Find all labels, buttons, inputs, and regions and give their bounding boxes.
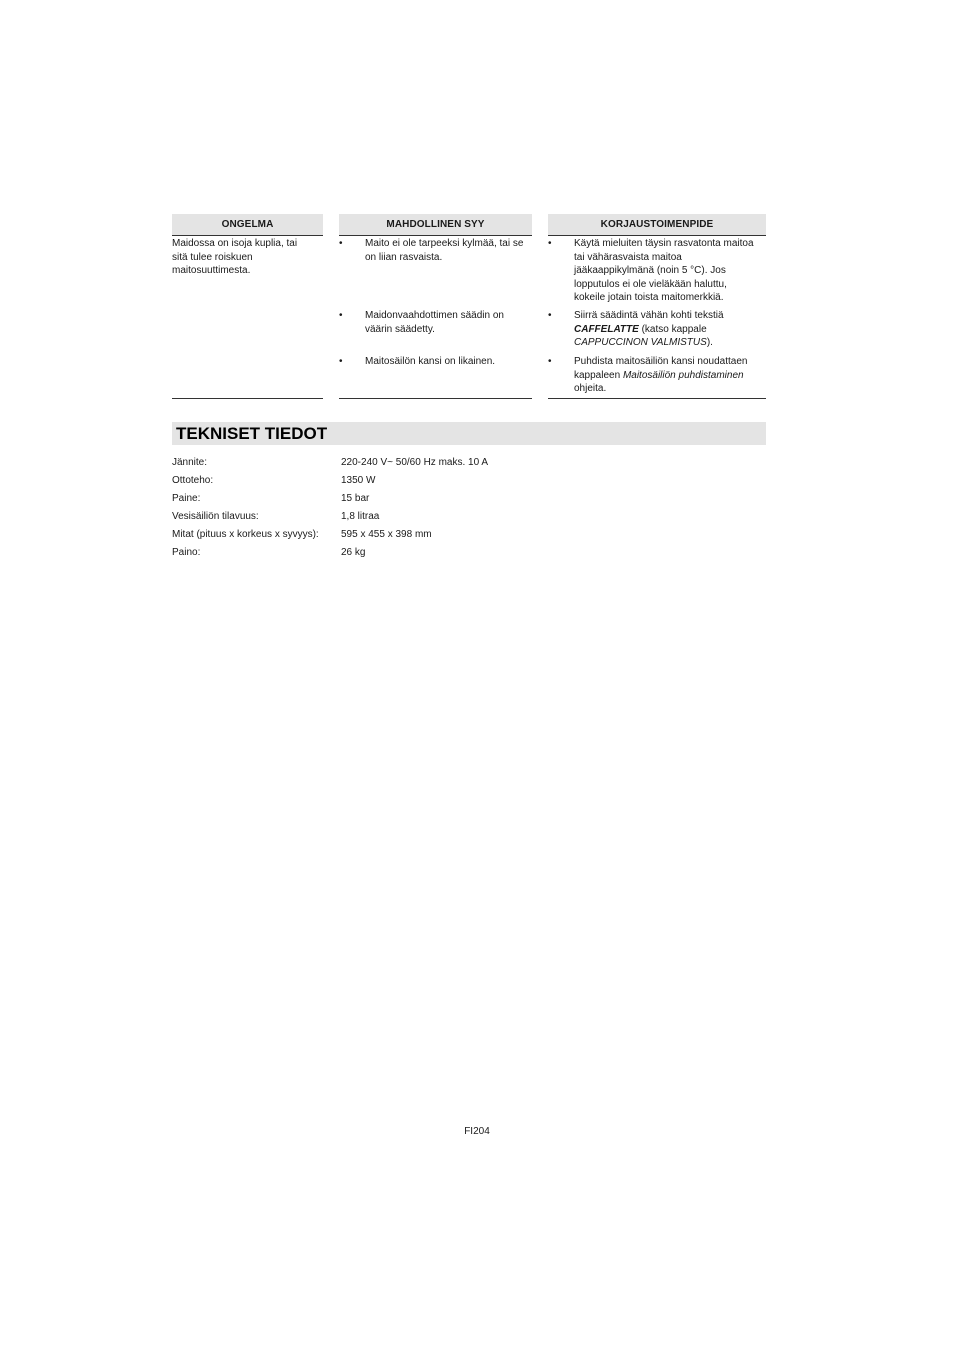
spec-label: Mitat (pituus x korkeus x syvyys): [172, 529, 319, 540]
header-ongelma: ONGELMA [172, 214, 323, 236]
spec-label: Paino: [172, 547, 201, 558]
section-header-bar [172, 422, 766, 445]
remedy-part: Puhdista maitosäiliön kansi noudattaen kappaleen [574, 356, 748, 381]
cause-text: Maito ei ole tarpeeksi kylmää, tai se on liian rasvaista. [365, 238, 524, 263]
spec-value: 26 kg [341, 547, 366, 558]
bullet: • [548, 356, 552, 367]
remedy-part: (katso kappale [641, 323, 707, 335]
section-title: TEKNISET TIEDOT [176, 424, 328, 443]
remedy-part: Siirrä säädintä vähän kohti tekstiä [574, 310, 724, 321]
spec-label: Jännite: [172, 457, 208, 468]
column-bottom-rule [548, 398, 766, 399]
cause-text: Maidonvaahdottimen säädin on väärin säädetty. [365, 310, 504, 335]
header-korjaustoimenpide: KORJAUSTOIMENPIDE [548, 214, 766, 236]
spec-value: 15 bar [341, 493, 370, 504]
remedy-reference: Maitosäiliön puhdistaminen [622, 369, 744, 381]
remedy-text [574, 355, 764, 396]
bullet: • [548, 238, 552, 249]
problem-text: Maidossa on isoja kuplia, tai sitä tulee roiskuen maitosuuttimesta. [172, 238, 298, 276]
bullet: • [339, 238, 343, 249]
cause-text: Maitosäilön kansi on likainen. [365, 356, 496, 367]
spec-value: 595 x 455 x 398 mm [341, 529, 432, 540]
spec-value: 1350 W [341, 475, 376, 486]
spec-label: Ottoteho: [172, 475, 214, 486]
spec-value: 220-240 V~ 50/60 Hz maks. 10 A [341, 457, 489, 468]
spec-value: 1,8 litraa [341, 511, 380, 522]
page-number: FI204 [464, 1126, 490, 1137]
column-bottom-rule [172, 398, 323, 399]
remedy-part: ohjeita. [574, 383, 607, 394]
remedy-part: ). [706, 337, 713, 348]
bullet: • [548, 310, 552, 321]
spec-label: Vesisäiliön tilavuus: [172, 511, 259, 522]
remedy-emphasis: CAFFELATTE [574, 323, 639, 335]
remedy-text: Käytä mieluiten täysin rasvatonta maitoa tai vähärasvaista maitoa jääkaappikylmänä (noin 5 °C). Jos lopputulos ei ole vieläkään haluttu, kokeile jotain toista maitomerkkiä. [574, 238, 754, 303]
remedy-text [574, 309, 759, 350]
column-bottom-rule [339, 398, 532, 399]
header-mahdollinen-syy: MAHDOLLINEN SYY [339, 214, 532, 236]
remedy-reference: CAPPUCCINON VALMISTUS [574, 337, 707, 348]
bullet: • [339, 310, 343, 321]
spec-label: Paine: [172, 493, 201, 504]
bullet: • [339, 356, 343, 367]
